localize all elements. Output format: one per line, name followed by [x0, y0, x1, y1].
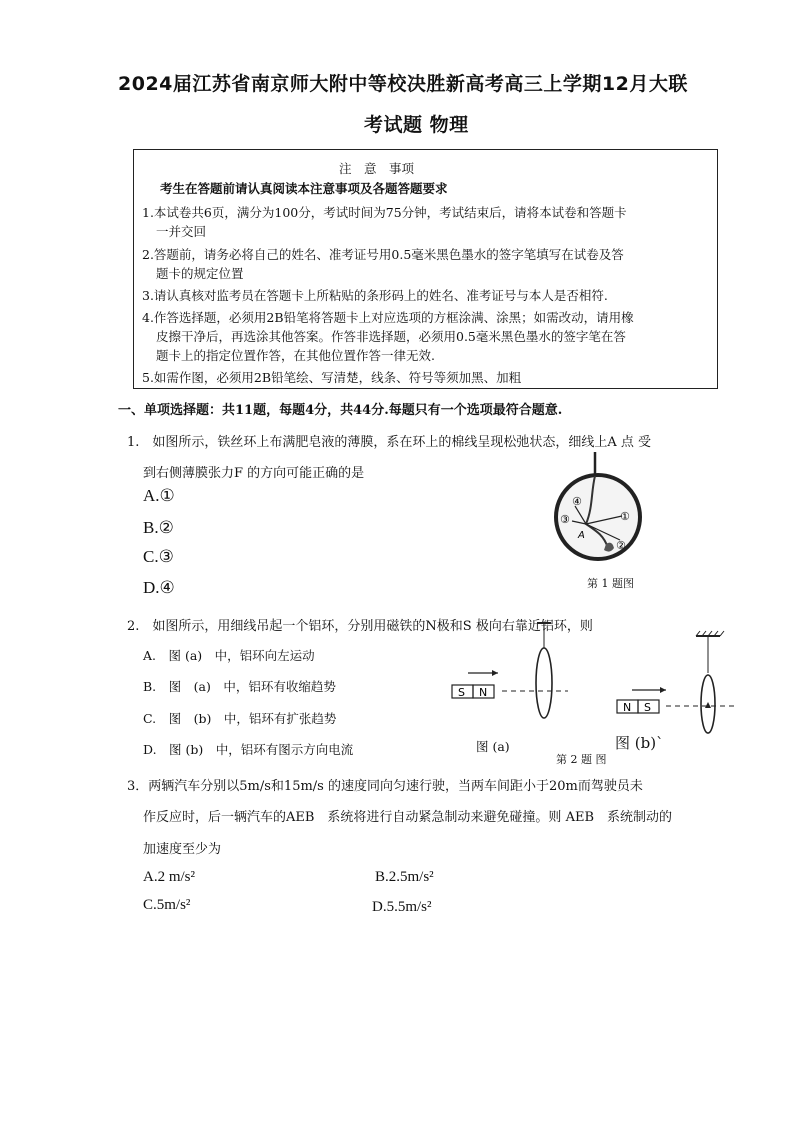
q1-fig-label-4: ④ — [572, 495, 582, 508]
q2-option-c: C. 图 (b) 中，铝环有扩张趋势 — [143, 711, 337, 726]
q2-fig-a-label-s: S — [458, 686, 465, 699]
q1-fig-label-a: A — [578, 530, 585, 541]
q3-option-c: C.5m/s² — [143, 897, 191, 913]
q2-fig-a-label-n: N — [479, 686, 488, 699]
q3-stem-line1: 3．两辆汽车分别以5m/s和15m/s 的速度同向匀速行驶，当两车间距小于20m而驾驶员未 — [127, 779, 643, 794]
q1-option-b: B.② — [143, 518, 174, 537]
notice-item-4: 4.作答选择题，必须用2B铅笔将答题卡上对应选项的方框涂满、涂黑；如需改动，请用橡 — [142, 310, 634, 325]
q2-stem: 2. 如图所示，用细线吊起一个铝环，分别用磁铁的N极和S 极向右靠近铝环，则 — [127, 619, 593, 634]
q3-option-b: B.2.5m/s² — [375, 869, 434, 885]
notice-item-4-cont2: 题卡上的指定位置作答，在其他位置作答一律无效. — [156, 348, 435, 363]
notice-item-3: 3.请认真核对监考员在答题卡上所粘贴的条形码上的姓名、准考证号与本人是否相符. — [142, 288, 608, 303]
q1-figure-wire-ring — [548, 452, 650, 570]
q2-fig-a-caption: 图 (a) — [476, 739, 510, 754]
notice-intro: 考生在答题前请认真阅读本注意事项及各题答题要求 — [160, 181, 448, 196]
page-title-line2: 考试题 物理 — [364, 114, 469, 136]
q1-fig-label-3: ③ — [560, 513, 570, 526]
q1-stem-line2: 到右侧薄膜张力F 的方向可能正确的是 — [143, 466, 365, 481]
q1-option-d: D.④ — [143, 578, 175, 597]
notice-item-4-cont1: 皮擦干净后，再选涂其他答案。作答非选择题，必须用0.5毫米黑色墨水的签字笔在答 — [156, 329, 626, 344]
notice-box — [133, 149, 718, 389]
notice-heading: 注 意 事项 — [339, 161, 415, 176]
q2-fig-b-label-n: N — [623, 701, 632, 714]
q1-fig-label-2: ② — [616, 539, 626, 552]
q1-stem-line1: 1. 如图所示，铁丝环上布满肥皂液的薄膜，系在环上的棉线呈现松弛状态，细线上A 点 受 — [127, 435, 652, 450]
q2-fig-b-label-s: S — [644, 701, 651, 714]
q2-fig-b-caption: 图 (b)` — [615, 734, 664, 752]
notice-item-2-cont: 题卡的规定位置 — [156, 266, 244, 281]
q1-option-a: A.① — [143, 486, 175, 505]
q2-figure-caption: 第 2 题 图 — [556, 753, 607, 766]
q2-option-b: B. 图 (a) 中，铝环有收缩趋势 — [143, 679, 336, 694]
q2-figure-magnets — [448, 618, 738, 738]
q2-option-a: A. 图 (a) 中，铝环向左运动 — [143, 648, 315, 663]
q3-stem-line3: 加速度至少为 — [143, 842, 222, 857]
section-heading: 一、单项选择题：共11题，每题4分，共44分.每题只有一个选项最符合题意. — [118, 403, 563, 418]
q1-option-c: C.③ — [143, 547, 174, 566]
notice-item-5: 5.如需作图，必须用2B铅笔绘、写清楚，线条、符号等须加黑、加粗 — [142, 370, 522, 385]
q1-figure-caption: 第 1 题图 — [587, 577, 634, 590]
q3-option-a: A.2 m/s² — [143, 869, 196, 885]
q2-option-d: D. 图 (b) 中，铝环有图示方向电流 — [143, 742, 354, 757]
notice-item-2: 2.答题前，请务必将自己的姓名、准考证号用0.5毫米黑色墨水的签字笔填写在试卷及答 — [142, 247, 624, 262]
notice-item-1-cont: 一并交回 — [156, 224, 207, 239]
q3-stem-line2: 作反应时，后一辆汽车的AEB 系统将进行自动紧急制动来避免碰撞。则 AEB 系统制动的 — [143, 810, 672, 825]
notice-item-1: 1.本试卷共6页，满分为100分，考试时间为75分钟，考试结束后，请将本试卷和答题卡 — [142, 205, 627, 220]
q1-fig-label-1: ① — [620, 510, 630, 523]
page-title-line1: 2024届江苏省南京师大附中等校决胜新高考高三上学期12月大联 — [118, 73, 688, 95]
q3-option-d: D.5.5m/s² — [372, 899, 432, 915]
